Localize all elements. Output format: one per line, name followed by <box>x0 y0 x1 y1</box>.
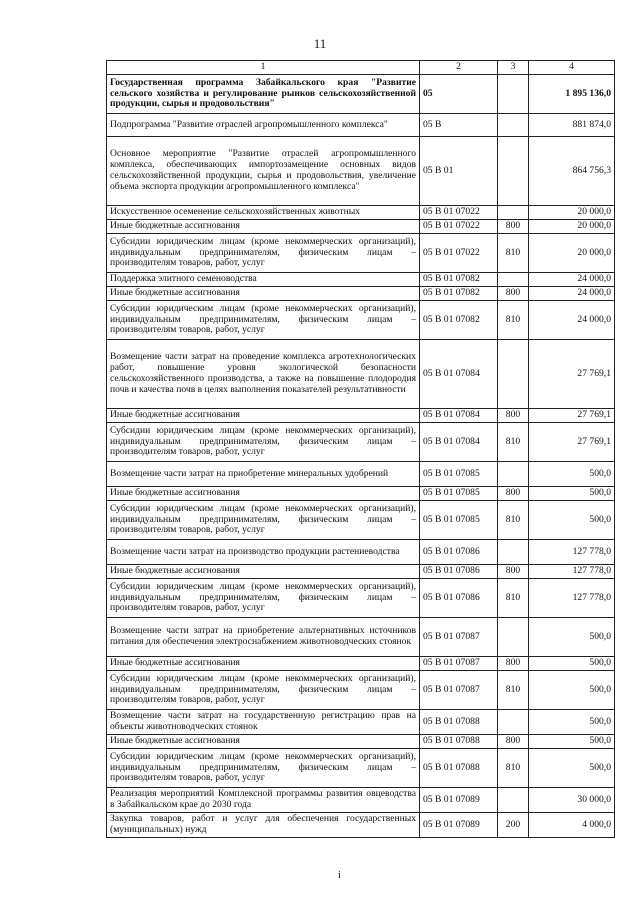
row-vr <box>498 206 529 220</box>
row-name: Иные бюджетные ассигнования <box>107 735 420 749</box>
column-header-name: 1 <box>107 61 420 75</box>
row-sum: 1 895 136,0 <box>529 75 615 114</box>
table-row <box>107 137 615 206</box>
row-sum: 24 000,0 <box>529 301 615 340</box>
row-sum: 500,0 <box>529 749 615 788</box>
row-name: Иные бюджетные ассигнования <box>107 657 420 671</box>
row-code: 05 В 01 07082 <box>420 301 498 340</box>
row-vr: 200 <box>498 813 529 838</box>
row-name: Государственная программа Забайкальского края "Развитие сельского хозяйства и регулирование рынков сельскохозяйственной продукции, сырья и продовольствия" <box>107 75 420 114</box>
row-code: 05 В 01 07089 <box>420 813 498 838</box>
row-code: 05 В 01 07084 <box>420 340 498 409</box>
table-row <box>107 618 615 657</box>
row-name: Возмещение части затрат на государственную регистрацию прав на объекты животноводческих стоянок <box>107 710 420 735</box>
row-code: 05 В 01 07085 <box>420 501 498 540</box>
row-sum: 500,0 <box>529 501 615 540</box>
table-row <box>107 487 615 501</box>
row-sum: 127 778,0 <box>529 579 615 618</box>
row-code: 05 В 01 07022 <box>420 234 498 273</box>
row-sum: 4 000,0 <box>529 813 615 838</box>
row-name: Субсидии юридическим лицам (кроме некоммерческих организаций), индивидуальным предпринимателям, физическим лицам – производителям товаров, работ, услуг <box>107 234 420 273</box>
table-row <box>107 735 615 749</box>
table-row <box>107 234 615 273</box>
row-vr <box>498 137 529 206</box>
row-vr: 810 <box>498 301 529 340</box>
row-vr: 810 <box>498 234 529 273</box>
row-sum: 20 000,0 <box>529 206 615 220</box>
table-row <box>107 273 615 287</box>
row-vr <box>498 710 529 735</box>
row-sum: 500,0 <box>529 618 615 657</box>
row-name: Основное мероприятие "Развитие отраслей агропромышленного комплекса, обеспечивающих импортозамещение основных видов сельскохозяйственной продукции, сырья и продовольствия, увеличение объема экспорта продукции агропромышленного комплекса" <box>107 137 420 206</box>
row-code: 05 В 01 07087 <box>420 657 498 671</box>
row-code: 05 <box>420 75 498 114</box>
row-vr <box>498 462 529 487</box>
table-row <box>107 565 615 579</box>
row-code: 05 В 01 07088 <box>420 749 498 788</box>
row-sum: 20 000,0 <box>529 220 615 234</box>
row-name: Возмещение части затрат на производство продукции растениеводства <box>107 540 420 565</box>
column-header-code: 2 <box>420 61 498 75</box>
row-name: Иные бюджетные ассигнования <box>107 565 420 579</box>
row-code: 05 В 01 07084 <box>420 409 498 423</box>
row-vr <box>498 788 529 813</box>
row-code: 05 В 01 07089 <box>420 788 498 813</box>
row-sum: 500,0 <box>529 735 615 749</box>
table-row <box>107 710 615 735</box>
table-row <box>107 409 615 423</box>
table-row <box>107 657 615 671</box>
row-code: 05 В 01 07082 <box>420 287 498 301</box>
row-name: Возмещение части затрат на проведение комплекса агротехнологических работ, повышение уровня экологической безопасности сельскохозяйственного производства, а также на повышение плодородия почв и качества почв в целях выполнения показателей результативности <box>107 340 420 409</box>
table-row <box>107 287 615 301</box>
row-sum: 27 769,1 <box>529 423 615 462</box>
row-name: Иные бюджетные ассигнования <box>107 487 420 501</box>
row-sum: 500,0 <box>529 487 615 501</box>
row-sum: 500,0 <box>529 671 615 710</box>
table-row <box>107 206 615 220</box>
row-name: Возмещение части затрат на приобретение альтернативных источников питания для обеспечения электроснабжением животноводческих стоянок <box>107 618 420 657</box>
row-name: Искусственное осеменение сельскохозяйственных животных <box>107 206 420 220</box>
row-code: 05 В 01 07084 <box>420 423 498 462</box>
row-sum: 500,0 <box>529 657 615 671</box>
row-code: 05 В 01 07088 <box>420 735 498 749</box>
row-vr <box>498 114 529 137</box>
row-name: Поддержка элитного семеноводства <box>107 273 420 287</box>
row-sum: 20 000,0 <box>529 234 615 273</box>
table-body <box>107 75 615 838</box>
row-name: Субсидии юридическим лицам (кроме некоммерческих организаций), индивидуальным предпринимателям, физическим лицам – производителям товаров, работ, услуг <box>107 749 420 788</box>
table-row <box>107 579 615 618</box>
table-row <box>107 423 615 462</box>
row-vr: 810 <box>498 423 529 462</box>
budget-table <box>106 60 615 838</box>
row-name: Субсидии юридическим лицам (кроме некоммерческих организаций), индивидуальным предпринимателям, физическим лицам – производителям товаров, работ, услуг <box>107 579 420 618</box>
row-vr: 800 <box>498 565 529 579</box>
row-name: Субсидии юридическим лицам (кроме некоммерческих организаций), индивидуальным предпринимателям, физическим лицам – производителям товаров, работ, услуг <box>107 301 420 340</box>
table-row <box>107 501 615 540</box>
row-code: 05 В 01 07085 <box>420 487 498 501</box>
row-code: 05 В 01 07086 <box>420 579 498 618</box>
row-code: 05 В 01 07088 <box>420 710 498 735</box>
table-row <box>107 671 615 710</box>
table-row <box>107 114 615 137</box>
row-name: Закупка товаров, работ и услуг для обеспечения государственных (муниципальных) нужд <box>107 813 420 838</box>
table-row <box>107 749 615 788</box>
table-row <box>107 75 615 114</box>
row-name: Иные бюджетные ассигнования <box>107 220 420 234</box>
column-header-vr: 3 <box>498 61 529 75</box>
row-name: Субсидии юридическим лицам (кроме некоммерческих организаций), индивидуальным предпринимателям, физическим лицам – производителям товаров, работ, услуг <box>107 501 420 540</box>
row-sum: 30 000,0 <box>529 788 615 813</box>
row-sum: 24 000,0 <box>529 273 615 287</box>
row-code: 05 В <box>420 114 498 137</box>
row-vr: 810 <box>498 671 529 710</box>
row-code: 05 В 01 07087 <box>420 671 498 710</box>
table-row <box>107 220 615 234</box>
page-number: 11 <box>313 36 327 51</box>
row-code: 05 В 01 07082 <box>420 273 498 287</box>
table-row <box>107 462 615 487</box>
row-vr: 810 <box>498 749 529 788</box>
row-name: Реализация мероприятий Комплексной программы развития овцеводства в Забайкальском крае до 2030 года <box>107 788 420 813</box>
row-vr: 800 <box>498 735 529 749</box>
table-row <box>107 540 615 565</box>
row-sum: 864 756,3 <box>529 137 615 206</box>
row-sum: 500,0 <box>529 462 615 487</box>
row-vr: 800 <box>498 657 529 671</box>
row-code: 05 В 01 <box>420 137 498 206</box>
row-sum: 24 000,0 <box>529 287 615 301</box>
row-vr: 800 <box>498 287 529 301</box>
table-row <box>107 340 615 409</box>
row-vr <box>498 340 529 409</box>
row-vr <box>498 75 529 114</box>
table-row <box>107 301 615 340</box>
row-code: 05 В 01 07022 <box>420 206 498 220</box>
row-code: 05 В 01 07085 <box>420 462 498 487</box>
footer-mark: i <box>338 870 341 881</box>
row-name: Подпрограмма "Развитие отраслей агропромышленного комплекса" <box>107 114 420 137</box>
row-sum: 500,0 <box>529 710 615 735</box>
row-vr: 800 <box>498 220 529 234</box>
column-header-sum: 4 <box>529 61 615 75</box>
row-sum: 27 769,1 <box>529 340 615 409</box>
row-code: 05 В 01 07086 <box>420 565 498 579</box>
row-sum: 127 778,0 <box>529 540 615 565</box>
row-vr: 800 <box>498 409 529 423</box>
row-code: 05 В 01 07086 <box>420 540 498 565</box>
row-name: Субсидии юридическим лицам (кроме некоммерческих организаций), индивидуальным предпринимателям, физическим лицам – производителям товаров, работ, услуг <box>107 671 420 710</box>
row-name: Возмещение части затрат на приобретение минеральных удобрений <box>107 462 420 487</box>
row-sum: 127 778,0 <box>529 565 615 579</box>
row-vr <box>498 540 529 565</box>
row-sum: 27 769,1 <box>529 409 615 423</box>
row-vr: 810 <box>498 501 529 540</box>
row-code: 05 В 01 07022 <box>420 220 498 234</box>
row-vr: 810 <box>498 579 529 618</box>
row-vr <box>498 618 529 657</box>
row-sum: 881 874,0 <box>529 114 615 137</box>
row-name: Иные бюджетные ассигнования <box>107 409 420 423</box>
row-vr <box>498 273 529 287</box>
row-name: Субсидии юридическим лицам (кроме некоммерческих организаций), индивидуальным предпринимателям, физическим лицам – производителям товаров, работ, услуг <box>107 423 420 462</box>
table-row <box>107 813 615 838</box>
row-vr: 800 <box>498 487 529 501</box>
row-name: Иные бюджетные ассигнования <box>107 287 420 301</box>
table-row <box>107 788 615 813</box>
table-header-row <box>107 61 615 75</box>
row-code: 05 В 01 07087 <box>420 618 498 657</box>
